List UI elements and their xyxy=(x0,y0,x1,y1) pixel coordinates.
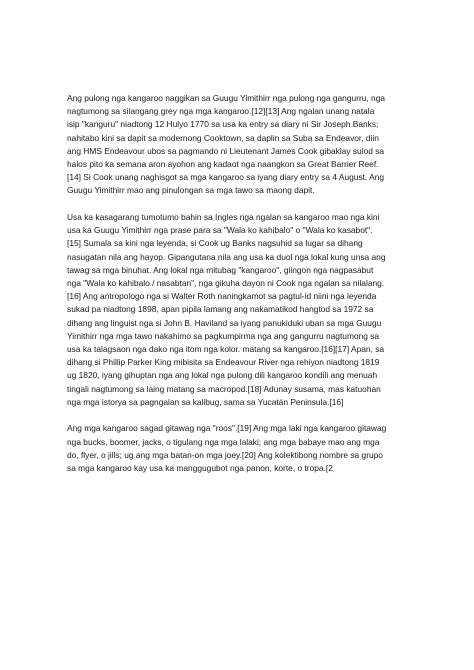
text-line: usa ka talagsaon nga dako nga itom nga kolor. matang sa kangaroo.[16][17] Apan, sa xyxy=(67,344,385,355)
text-line: Yimithirr nga mga tawo nakahimo sa pagkumpirma nga ang gangurru nagtumong sa xyxy=(67,330,380,341)
text-line: nga mga istorya sa pagngalan sa kalibug, sama sa Yucatán Peninsula.[16] xyxy=(67,396,344,407)
text-line: nasugatan nila ang hayop. Gipangutana nila ang usa ka duol nga lokal kung unsa ang xyxy=(67,251,386,262)
text-line: isip "kanguru" niadtong 12 Hulyo 1770 sa usa ka entry sa diary ni Sir Joseph Banks; xyxy=(67,119,379,130)
text-line: ug 1820, iyang gihuptan nga ang lokal nga pulong dili kangaroo kondili ang menuah xyxy=(67,370,378,381)
text-line: nagtumong sa silangang grey nga mga kangaroo.[12][13] Ang ngalan unang natala xyxy=(67,106,375,117)
text-line: halos pito ka semana aron ayohon ang kadaot nga naangkon sa Great Barrier Reef. xyxy=(67,159,379,170)
text-line: dihang ang linguist nga si John B. Haviland sa iyang panukiduki uban sa mga Guugu xyxy=(67,317,382,328)
text-line: Ang mga kangaroo sagad gitawag nga "roos".[19] Ang mga laki nga kangaroo gitawag xyxy=(67,423,387,434)
text-line: Ang pulong nga kangaroo naggikan sa Guugu Yimithirr nga pulong nga gangurru, nga xyxy=(67,93,386,103)
text-line: do, flyer, o jills; ug ang mga batan-on mga joey.[20] Ang kolektibong nombre sa grupo xyxy=(67,449,383,460)
paragraph-2 xyxy=(67,211,413,409)
text-line: sukad pa niadtong 1898, apan pipila lamang ang nakamatikod hangtod sa 1972 sa xyxy=(67,304,374,315)
text-line: [15] Sumala sa kini nga leyenda, si Cook ug Banks nagsuhid sa lugar sa dihang xyxy=(67,238,363,249)
text-line: Usa ka kasagarang tumotumo bahin sa Ingles nga ngalan sa kangaroo mao nga kini xyxy=(67,212,380,223)
text-line: [16] Ang antropologo nga si Walter Roth naningkamot sa pagtul-id niini nga leyenda xyxy=(67,291,377,302)
text-line: nga bucks, boomer, jacks, o tigulang nga mga lalaki; ang mga babaye mao ang mga xyxy=(67,436,380,447)
text-line: [14] Si Cook unang naghisgot sa mga kangaroo sa iyang diary entry sa 4 August. Ang xyxy=(67,172,385,183)
text-line: tawag sa mga binuhat. Ang lokal nga mitubag "kangaroo", giingon nga nagpasabut xyxy=(67,264,374,275)
document-body xyxy=(67,92,413,489)
text-line: dihang si Phillip Parker King mibisita sa Endeavour River nga rehiyon niadtong 1819 xyxy=(67,357,380,368)
text-line: sa mga kangaroo kay usa ka manggugubot nga panon, korte, o tropa.[2 xyxy=(67,463,333,474)
paragraph-3 xyxy=(67,422,413,475)
text-line: Guugu Yimithirr mao ang pinulongan sa mga tawo sa maong dapit. xyxy=(67,185,315,196)
text-line: tingali nagtumong sa laing matang sa macropod.[18] Adunay susama, mas katuohan xyxy=(67,383,381,394)
text-line: usa ka Guugu Yimithirr nga prase para sa "Wala ko kahibalo" o "Wala ko kasabot". xyxy=(67,225,373,236)
text-line: nga "Wala ko kahibalo / nasabtan", nga gikuha dayon ni Cook nga ngalan sa nilalang. xyxy=(67,278,385,289)
text-line: ang HMS Endeavour ubos sa pagmando ni Lieutenant James Cook gibaklay sulod sa xyxy=(67,145,385,156)
paragraph-1 xyxy=(67,92,413,198)
text-line: nahitabo kini sa dapit sa modernong Cooktown, sa daplin sa Suba sa Endeavor, diin xyxy=(67,132,379,143)
